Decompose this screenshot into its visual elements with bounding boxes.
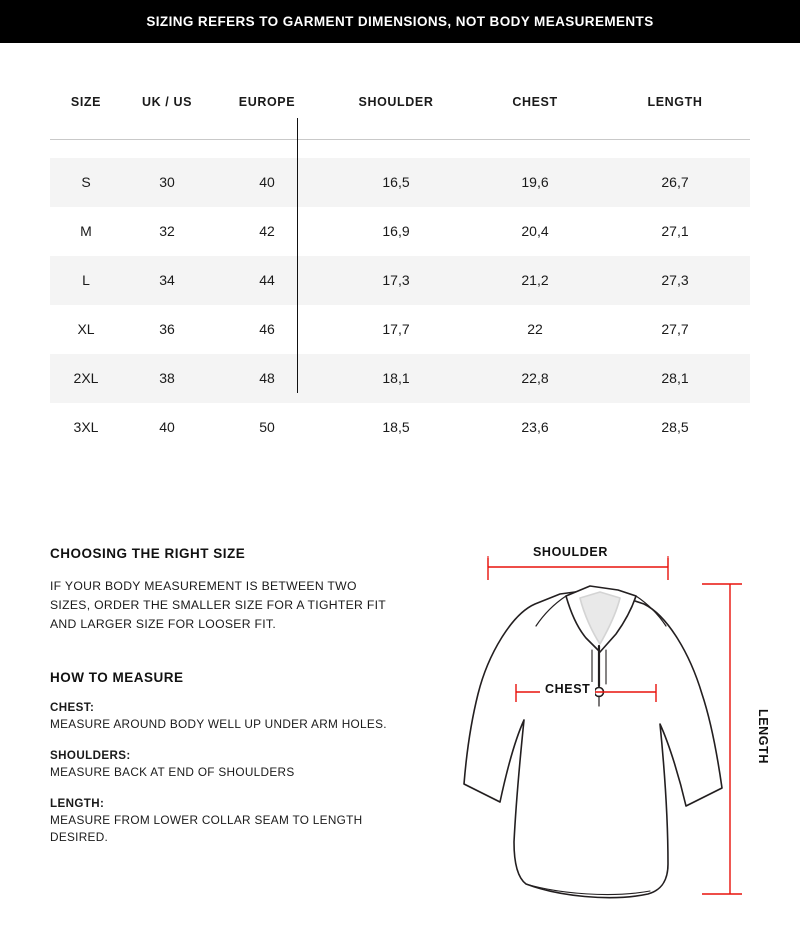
table-header-row: [50, 95, 750, 140]
cell-europe: 48: [212, 354, 322, 403]
cell-europe: 44: [212, 256, 322, 305]
measure-text-length: [50, 812, 430, 846]
table-row: [50, 207, 750, 256]
cell-uk-us: 34: [122, 256, 212, 305]
measure-text-chest: MEASURE AROUND BODY WELL UP UNDER ARM HOLES.: [50, 717, 387, 731]
cell-length: 27,7: [600, 305, 750, 354]
cell-length: 27,1: [600, 207, 750, 256]
table-row: [50, 158, 750, 207]
cell-size: M: [50, 207, 122, 256]
cell-europe: 46: [212, 305, 322, 354]
instructions-section: [50, 546, 430, 846]
cell-shoulder: 18,1: [322, 354, 470, 403]
cell-uk-us: 30: [122, 158, 212, 207]
measure-text-length-line-2: DESIRED.: [50, 830, 109, 844]
right-cuff-seam: [686, 788, 722, 806]
cell-size: XL: [50, 305, 122, 354]
cell-uk-us: 36: [122, 305, 212, 354]
length-measure-ticks: [702, 584, 742, 894]
pullover-outline: [464, 586, 722, 898]
table-row: [50, 305, 750, 354]
cell-size: 2XL: [50, 354, 122, 403]
cell-chest: 21,2: [470, 256, 600, 305]
measure-label-chest: CHEST:: [50, 701, 95, 714]
cell-length: 28,5: [600, 403, 750, 452]
column-header-europe: EUROPE: [238, 95, 296, 109]
table-vertical-divider: [297, 118, 298, 393]
garment-diagram: [440, 534, 770, 914]
choosing-size-line-2: SIZES, ORDER THE SMALLER SIZE FOR A TIGHTER FIT: [50, 598, 386, 612]
measure-item-shoulders: [50, 749, 430, 781]
size-table-wrapper: [50, 95, 750, 452]
cell-length: 26,7: [600, 158, 750, 207]
cell-uk-us: 40: [122, 403, 212, 452]
cell-size: S: [50, 158, 122, 207]
left-cuff-seam: [464, 784, 500, 802]
shoulder-measure-ticks: [488, 558, 668, 580]
garment-illustration-svg: [440, 534, 770, 914]
cell-shoulder: 16,5: [322, 158, 470, 207]
column-header-size: SIZE: [70, 95, 102, 109]
cell-uk-us: 38: [122, 354, 212, 403]
choosing-size-line-1: IF YOUR BODY MEASUREMENT IS BETWEEN TWO: [50, 579, 357, 593]
left-shoulder-seam: [536, 596, 566, 626]
choosing-size-heading: CHOOSING THE RIGHT SIZE: [50, 546, 246, 561]
measure-label-length: LENGTH:: [50, 797, 105, 810]
cell-shoulder: 16,9: [322, 207, 470, 256]
column-header-length: LENGTH: [647, 95, 703, 109]
cell-shoulder: 17,3: [322, 256, 470, 305]
size-table: [50, 95, 750, 452]
cell-europe: 50: [212, 403, 322, 452]
cell-size: L: [50, 256, 122, 305]
measure-text-shoulders: MEASURE BACK AT END OF SHOULDERS: [50, 765, 295, 779]
cell-shoulder: 18,5: [322, 403, 470, 452]
banner-title: SIZING REFERS TO GARMENT DIMENSIONS, NOT BODY MEASUREMENTS: [146, 14, 654, 29]
choosing-size-line-3: AND LARGER SIZE FOR LOOSER FIT.: [50, 617, 277, 631]
table-row: [50, 403, 750, 452]
cell-chest: 22: [470, 305, 600, 354]
measure-item-chest: [50, 701, 430, 733]
table-row: [50, 256, 750, 305]
table-row: [50, 354, 750, 403]
cell-chest: 23,6: [470, 403, 600, 452]
cell-size: 3XL: [50, 403, 122, 452]
how-to-measure-heading: HOW TO MEASURE: [50, 670, 184, 685]
cell-length: 28,1: [600, 354, 750, 403]
cell-uk-us: 32: [122, 207, 212, 256]
section-gap: [50, 634, 430, 670]
right-shoulder-seam: [636, 596, 666, 626]
cell-length: 27,3: [600, 256, 750, 305]
header-banner: [0, 0, 800, 43]
cell-chest: 20,4: [470, 207, 600, 256]
measure-text-length-line-1: MEASURE FROM LOWER COLLAR SEAM TO LENGTH: [50, 813, 363, 827]
cell-chest: 22,8: [470, 354, 600, 403]
measure-label-shoulders: SHOULDERS:: [50, 749, 131, 762]
shoulder-dimension-label: SHOULDER: [528, 545, 613, 559]
size-table-head: [50, 95, 750, 140]
cell-shoulder: 17,7: [322, 305, 470, 354]
column-header-uk-us: UK / US: [141, 95, 193, 109]
column-header-chest: CHEST: [512, 95, 558, 109]
cell-chest: 19,6: [470, 158, 600, 207]
chest-dimension-label: CHEST: [540, 682, 595, 696]
cell-europe: 40: [212, 158, 322, 207]
column-header-shoulder: SHOULDER: [358, 95, 434, 109]
table-spacer-row: [50, 140, 750, 158]
measure-item-length: [50, 797, 430, 846]
cell-europe: 42: [212, 207, 322, 256]
length-dimension-label: LENGTH: [756, 704, 770, 769]
size-table-body: [50, 140, 750, 452]
